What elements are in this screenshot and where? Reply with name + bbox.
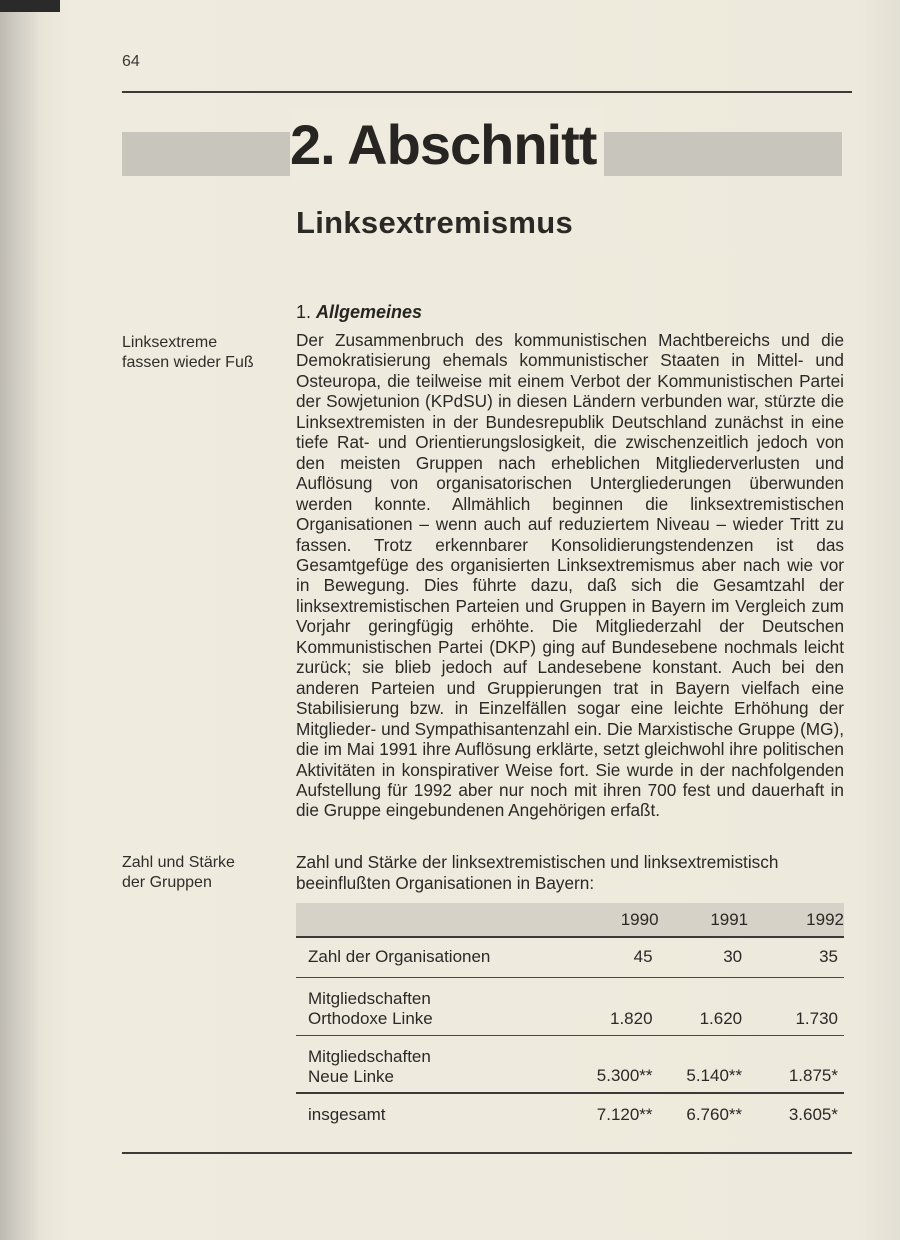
table-cell: 1.730 [795,1008,838,1028]
table-cell: 3.605* [788,1104,838,1124]
table-cell: 45 [633,947,653,967]
row-label-line: Orthodoxe Linke [308,1008,433,1028]
organization-statistics-table [296,903,844,1135]
margin-note-line: der Gruppen [122,874,212,891]
table-cell: 35 [819,947,838,967]
table-cell: 5.300** [596,1066,653,1085]
subsection-title: Allgemeines [316,302,423,322]
chapter-subtitle: Linksextremismus [296,205,574,240]
table-intro: Zahl und Stärke der linksextremistischen und linksextremistisch beeinflußten Organisationen in Bayern: [296,852,779,893]
year-header: 1991 [710,909,749,929]
scan-corner-mark [0,0,60,12]
book-spine-shadow [0,0,40,1240]
table-header-row [296,903,844,937]
row-label-line: Neue Linke [308,1066,395,1086]
row-label: Zahl der Organisationen [308,947,491,967]
table-cell: 30 [723,947,743,967]
table-row [296,977,844,1035]
row-label [296,977,569,1035]
margin-note-line: Linksextreme [122,334,218,351]
table-cell: 6.760** [686,1104,743,1124]
margin-note-linksextreme [122,333,254,373]
table-cell: 1.620 [699,1008,743,1028]
table-row [296,1035,844,1093]
year-header: 1990 [620,909,659,929]
section-title: 2. Abschnitt [290,108,604,182]
margin-note-zahl [122,853,235,893]
table-cell: 1.875* [788,1066,838,1085]
row-label: insgesamt [308,1104,386,1124]
subsection-number: 1. [296,302,312,322]
row-label [296,1035,569,1093]
subsection-heading [296,302,422,323]
table-cell: 7.120** [596,1104,653,1124]
margin-note-line: fassen wieder Fuß [122,354,254,371]
table-cell: 5.140** [686,1066,743,1085]
page-number: 64 [122,53,140,70]
table-header-blank [296,903,569,937]
table-cell: 1.820 [610,1008,653,1028]
top-rule [122,91,852,93]
table-total-row [296,1093,844,1135]
body-paragraph: Der Zusammenbruch des kommunistischen Machtbereichs und die Demokratisierung ehemals kommunistischer Staaten in Mittel- und Osteuropa, die teilweise mit einem Verbot der Kommunistischen Partei der Sowjetunion (KPdSU) in diesen Ländern verbunden war, stürzte die Linksextremisten in der Bundesrepublik Deutschland zunächst in eine tiefe Rat- und Orientierungslosigkeit, die zwischenzeitlich jedoch von den meisten Gruppen nach erheblichen Mitgliederverlusten und Auflösung von organisatorischen Untergliederungen überwunden werden konnte. Allmählich beginnen die linksextremistischen Organisationen – wenn auch auf reduziertem Niveau – wieder Tritt zu fassen. Trotz erkennbarer Konsolidierungstendenzen ist das Gesamtgefüge des organisierten Linksextremismus aber nach wie vor in Bewegung. Dies führte dazu, daß sich die Gesamtzahl der linksextremistischen Parteien und Gruppen in Bayern im Vergleich zum Vorjahr geringfügig erhöhte. Die Mitgliederzahl der Deutschen Kommunistischen Partei (DKP) ging auf Bundesebene nochmals leicht zurück; sie blieb jedoch auf Landesebene konstant. Auch bei den anderen Parteien und Gruppierungen trat in Bayern vielfach eine Stabilisierung bzw. in Einzelfällen sogar eine leichte Erhöhung der Mitglieder- und Sympathisantenzahl ein. Die Marxistische Gruppe (MG), die im Mai 1991 ihre Auflösung erklärte, setzt gleichwohl ihre politischen Aktivitäten in konspirativer Weise fort. Sie wurde in der nachfolgenden Aufstellung für 1992 aber nur noch mit ihren 700 fest und dauerhaft in die Gruppe eingebundenen Angehörigen erfaßt. [296,330,844,821]
row-label-line: Mitgliedschaften [308,988,431,1008]
bottom-rule [122,1152,852,1154]
margin-note-line: Zahl und Stärke [122,854,235,871]
table-row [296,937,844,977]
year-header: 1992 [806,909,844,929]
row-label-line: Mitgliedschaften [308,1046,431,1066]
